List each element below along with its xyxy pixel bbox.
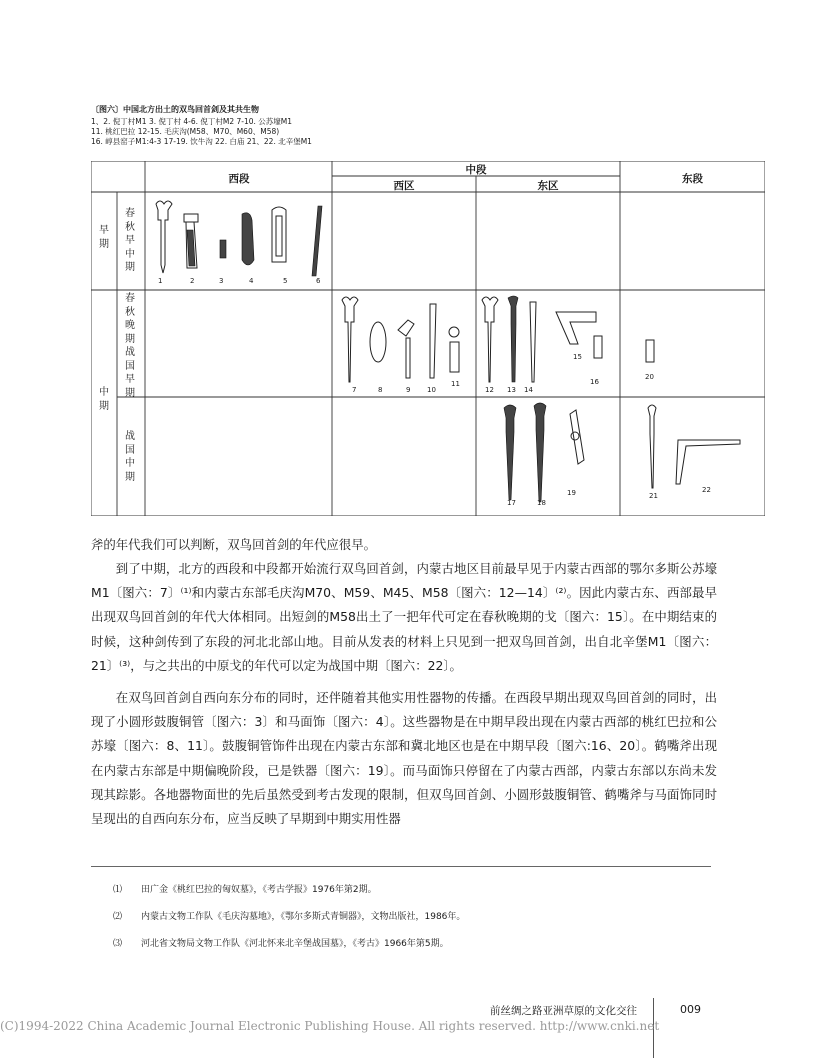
header-west: 西段	[228, 173, 250, 185]
footnote-text: 内蒙古文物工作队《毛庆沟墓地》，《鄂尔多斯式青铜器》，文物出版社，1986年。	[141, 912, 466, 922]
figure-number: 12	[485, 386, 494, 394]
figure-number: 21	[649, 492, 658, 500]
figure-number: 14	[524, 386, 533, 394]
paragraph: 到了中期，北方的西段和中段都开始流行双鸟回首剑，内蒙古地区目前最早见于内蒙古西部的鄂尔多斯公苏壕M1〔图六：7〕⁽¹⁾和内蒙古东部毛庆沟M70、M59、M45、M58〔图六：12—14〕⁽²⁾。因此内蒙古东、西部最早出现双鸟回首剑的年代大体相同。出短剑的M58出土了一把年代可定在春秋晚期的戈〔图六：15〕。在中期结束的时候，这种剑传到了东段的河北北部山地。目前从发表的材料上只见到一把双鸟回首剑，出自北辛堡M1〔图六：21〕⁽³⁾，与之共出的中原戈的年代可以定为战国中期〔图六：22〕。	[91, 561, 717, 673]
figure-caption-line: 11. 桃红巴拉 12-15. 毛庆沟(M58、M70、M60、M58)	[91, 127, 280, 136]
header-middle: 中段	[465, 164, 487, 176]
figure-number: 3	[219, 277, 224, 285]
header-middle-east: 东区	[537, 180, 559, 192]
figure-number: 15	[573, 353, 582, 361]
figure-number: 18	[537, 499, 546, 507]
artifacts-mid2-east-section	[622, 400, 764, 508]
footnote-divider	[91, 866, 711, 867]
figure-number: 11	[451, 380, 460, 388]
artifacts-mid1-east-section	[622, 292, 764, 388]
footnote-mark: ⑶	[113, 939, 123, 949]
sub-label-early: 春秋早中期	[125, 208, 135, 273]
page-number: 009	[680, 1003, 701, 1016]
header-east: 东段	[682, 173, 703, 185]
figure-number: 10	[427, 386, 436, 394]
paragraph: 在双鸟回首剑自西向东分布的同时，还伴随着其他实用性器物的传播。在西段早期出现双鸟回首剑的同时，出现了小圆形鼓腹铜管〔图六：3〕和马面饰〔图六：4〕。这些器物是在中期早段出现在内蒙古西部的桃红巴拉和公苏壕〔图六：8、11〕。鼓腹铜管饰件出现在内蒙古东部和冀北地区也是在中期早段〔图六:16、20〕。鹤嘴斧出现在内蒙古东部是中期偏晚阶段，已是铁器〔图六：19〕。而马面饰只停留在了内蒙古西部，内蒙古东部以东尚未发现其踪影。各地器物面世的先后虽然受到考古发现的限制，但双鸟回首剑、小圆形鼓腹铜管、鹤嘴斧与马面饰同时呈现出的自西向东分布，应当反映了早期到中期实用性器	[91, 690, 717, 827]
figure-number: 7	[352, 386, 357, 394]
figure-caption-line: 1、2. 倪丁村M1 3. 倪丁村 4-6. 倪丁村M2 7-10. 公苏壕M1	[91, 117, 293, 126]
sub-label-mid2: 战国中期	[125, 431, 135, 483]
footnote-mark: ⑴	[113, 885, 123, 895]
artifacts-early-west	[148, 196, 332, 286]
tube-ornament-drawing	[220, 240, 226, 258]
figure-number: 17	[507, 499, 516, 507]
figure-number: 13	[507, 386, 516, 394]
artifacts-mid1-east	[478, 292, 618, 388]
sub-label-mid1: 春秋晚期战国早期	[125, 293, 135, 399]
artifacts-mid1-west	[334, 292, 474, 388]
footnote-mark: ⑵	[113, 912, 123, 922]
row-label-middle: 中期	[99, 387, 109, 412]
footnote	[113, 936, 449, 949]
paragraph: 斧的年代我们可以判断，双鸟回首剑的年代应很早。	[91, 537, 376, 552]
figure-number: 1	[158, 277, 163, 285]
figure-caption-line: 16. 崞县窑子M1:4-3 17-19. 饮牛沟 22. 白庙 21、22. 北辛堡M1	[91, 137, 312, 146]
figure-number: 19	[567, 489, 576, 497]
sheath-drawing	[272, 207, 286, 262]
figure-number: 20	[645, 373, 654, 381]
figure-title: 〔图六〕中国北方出土的双鸟回首剑及其共生物	[91, 105, 259, 114]
dagger-drawing	[156, 201, 172, 273]
figure-number: 5	[283, 277, 288, 285]
artifacts-mid2-east	[478, 400, 618, 508]
header-middle-west: 西区	[393, 180, 415, 192]
footnote-text: 田广金《桃红巴拉的匈奴墓》，《考古学报》1976年第2期。	[141, 885, 377, 895]
footnote-text: 河北省文物局文物工作队《河北怀来北辛堡战国墓》，《考古》1966年第5期。	[141, 939, 449, 949]
row-label-early: 早期	[99, 225, 109, 250]
figure-number: 9	[406, 386, 411, 394]
figure-number: 2	[190, 277, 195, 285]
horse-face-ornament-drawing	[242, 213, 254, 265]
long-sword-drawing	[312, 206, 322, 276]
knife-drawing	[184, 214, 198, 268]
figure-number: 16	[590, 378, 599, 386]
footnote	[113, 909, 465, 922]
figure-number: 4	[249, 277, 254, 285]
figure-number: 8	[378, 386, 383, 394]
running-title: 前丝绸之路亚洲草原的文化交往	[490, 1005, 637, 1017]
footnote	[113, 882, 377, 895]
figure-number: 22	[702, 486, 711, 494]
copyright-notice: (C)1994-2022 China Academic Journal Electronic Publishing House. All rights reserved. http://www.cnki.net	[0, 1019, 660, 1033]
figure-number: 6	[316, 277, 321, 285]
